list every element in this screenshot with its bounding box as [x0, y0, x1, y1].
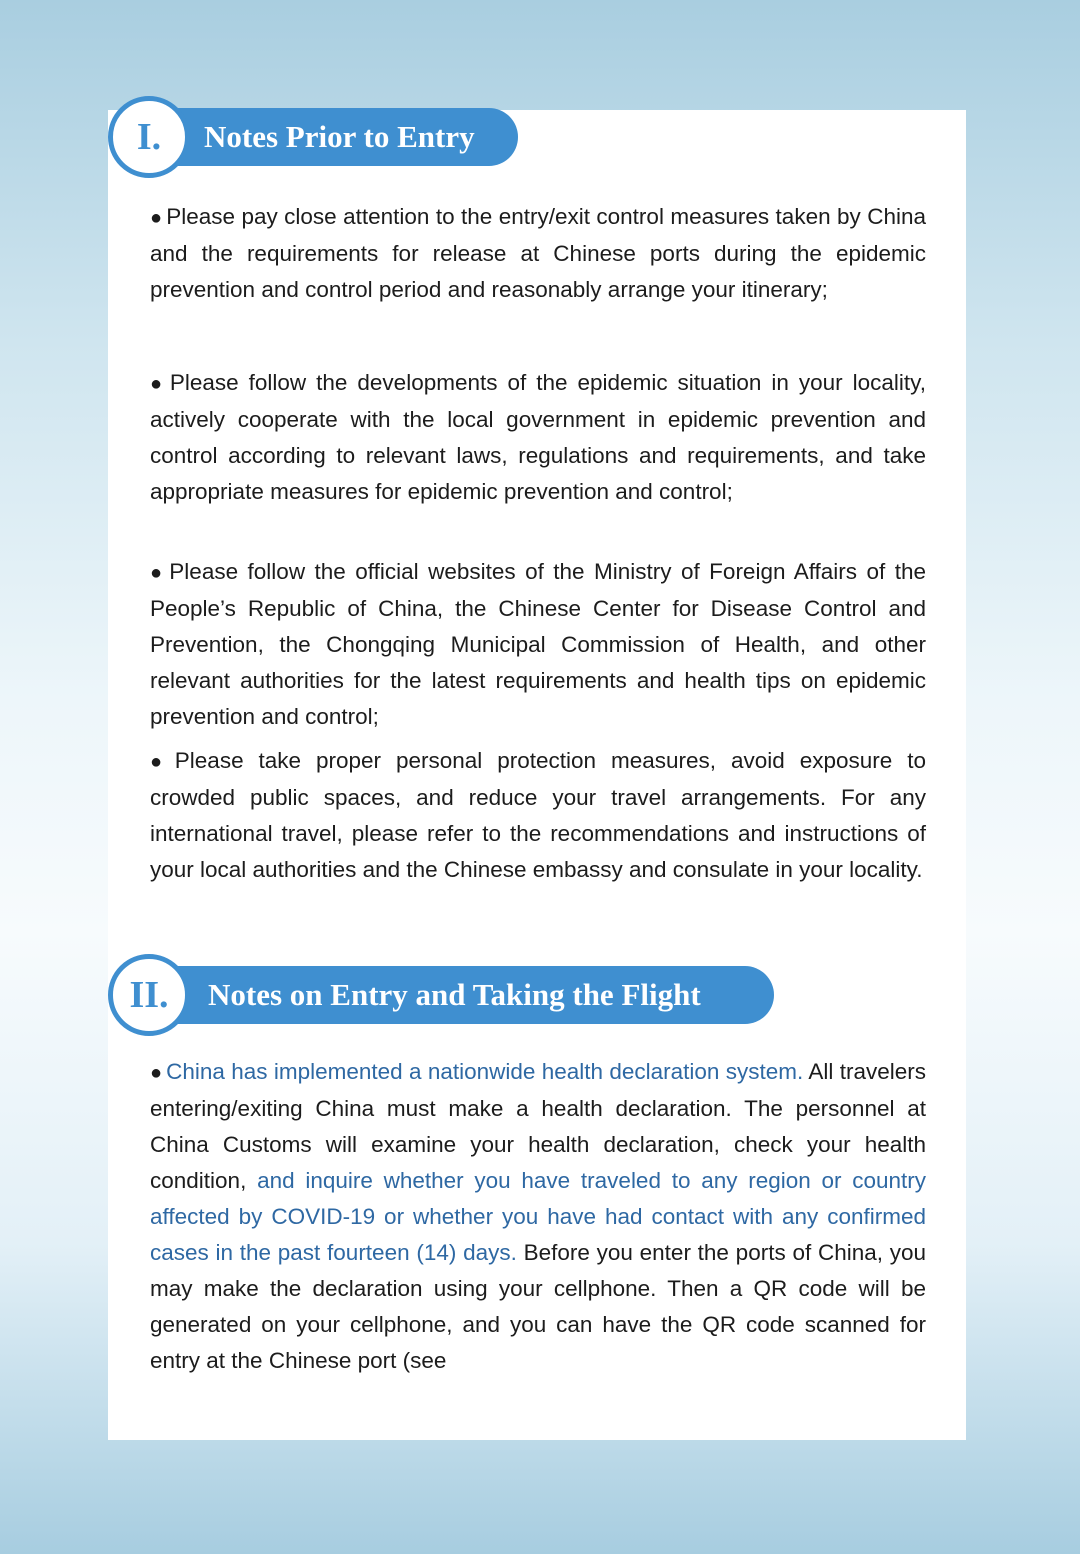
bullet-icon: ●: [150, 373, 166, 395]
bullet-icon: ●: [150, 207, 163, 229]
section-1-paragraph-3: ● Please follow the official websites of the Ministry of Foreign Affairs of the People’s Republic of China, the Chinese Center for Disease Control and Prevention, the Chongqing Municipal Commission of Health, and other relevant authorities for the latest requirements and health tips on epidemic prevention and control;: [150, 559, 926, 729]
bullet-icon: ●: [150, 562, 166, 584]
bullet-icon: ●: [150, 751, 171, 773]
section-2-title: Notes on Entry and Taking the Flight: [158, 966, 774, 1024]
section-1-numeral: I.: [108, 96, 190, 178]
highlight-text: China has implemented a nationwide health declaration system.: [166, 1059, 804, 1084]
section-2-numeral: II.: [108, 954, 190, 1036]
highlight-text: and inquire whether you have traveled to any region or country affected by COVID-19 or whether you have had contact with any confirmed cases in the past fourteen (14) days.: [150, 1168, 926, 1265]
section-1-title: Notes Prior to Entry: [158, 108, 518, 166]
section-1-paragraph-1: ● Please pay close attention to the entry/exit control measures taken by China and the requirements for release at Chinese ports during the epidemic prevention and control period and reasonably arrange your itinerary;: [150, 204, 926, 302]
section-2-paragraph-1: ● China has implemented a nationwide health declaration system. All travelers entering/exiting China must make a health declaration. The personnel at China Customs will examine your health declaration, check your health condition, and inquire whether you have traveled to any region or country affected by COVID-19 or whether you have had contact with any confirmed cases in the past fourteen (14) days. Before you enter the ports of China, you may make the declaration using your cellphone. Then a QR code will be generated on your cellphone, and you can have the QR code scanned for entry at the Chinese port (see: [150, 1059, 926, 1373]
document-page: [108, 110, 966, 1440]
section-1-paragraph-4: ● Please take proper personal protection measures, avoid exposure to crowded public spaces, and reduce your travel arrangements. For any international travel, please refer to the recommendations and instructions of your local authorities and the Chinese embassy and consulate in your locality.: [150, 748, 926, 882]
section-1-paragraph-2: ● Please follow the developments of the epidemic situation in your locality, actively cooperate with the local government in epidemic prevention and control according to relevant laws, regulations and requirements, and take appropriate measures for epidemic prevention and control;: [150, 370, 926, 504]
bullet-icon: ●: [150, 1062, 163, 1084]
